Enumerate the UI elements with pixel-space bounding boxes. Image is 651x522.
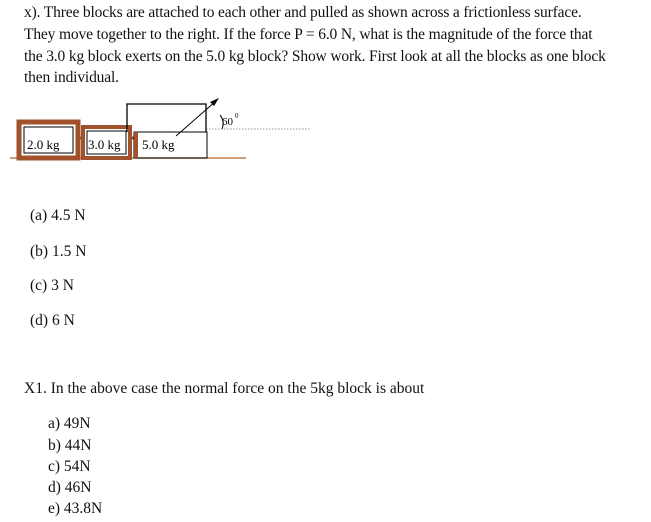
followup-option-e: e) 43.8N — [48, 500, 103, 517]
followup-option-a: a) 49N — [48, 415, 91, 432]
tall-block-outline — [127, 104, 206, 132]
angle-arc — [220, 115, 223, 129]
block-label-2kg: 2.0 kg — [27, 137, 60, 152]
question-line-4: then individual. — [24, 69, 119, 86]
block-2kg — [19, 122, 78, 158]
force-arrow — [176, 101, 216, 136]
followup-option-d: d) 46N — [48, 479, 92, 496]
question-line-1: x). Three blocks are attached to each other and pulled as shown across a frictionless surface. — [24, 4, 582, 21]
option-b: (b) 1.5 N — [30, 243, 87, 260]
question-line-3: the 3.0 kg block exerts on the 5.0 kg block? Show work. First look at all the blocks as one block — [24, 48, 606, 65]
followup-question: X1. In the above case the normal force on the 5kg block is about — [24, 380, 425, 397]
block-label-5kg: 5.0 kg — [142, 137, 175, 152]
block-5kg — [134, 132, 207, 158]
block-3kg — [83, 127, 130, 158]
block-label-3kg: 3.0 kg — [88, 137, 121, 152]
option-a: (a) 4.5 N — [30, 207, 86, 224]
question-line-2: They move together to the right. If the force P = 6.0 N, what is the magnitude of the force that — [24, 26, 593, 43]
followup-option-c: c) 54N — [48, 458, 91, 475]
option-d: (d) 6 N — [30, 312, 75, 329]
option-c: (c) 3 N — [30, 277, 74, 294]
angle-degree: 0 — [235, 112, 239, 120]
force-arrowhead — [210, 98, 219, 106]
angle-label: 60 — [222, 116, 233, 128]
followup-option-b: b) 44N — [48, 437, 92, 454]
